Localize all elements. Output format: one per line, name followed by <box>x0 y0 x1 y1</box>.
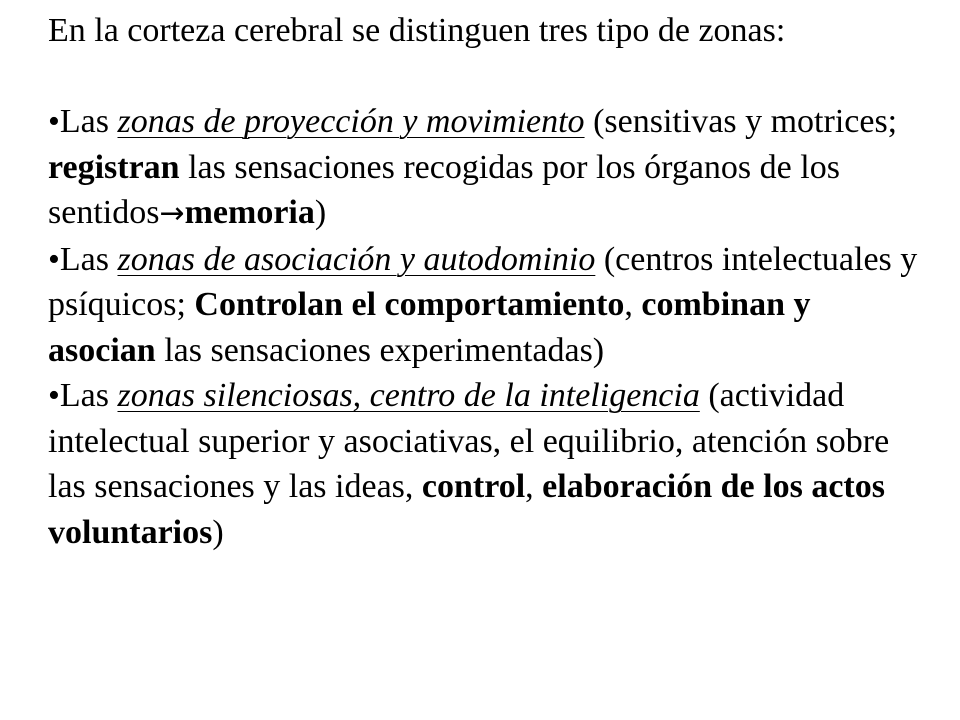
term-projection-zones: zonas de proyección y movimiento <box>117 103 585 140</box>
description-part: (centros intelectuales y psíquicos; <box>48 240 918 323</box>
bullet-marker: • <box>48 103 60 140</box>
bullet-prefix: Las <box>59 240 118 278</box>
description-part: , <box>624 286 642 323</box>
slide-content <box>48 8 918 555</box>
bold-keyword: elaboración de los actos voluntarios <box>48 468 885 551</box>
bullet-marker: • <box>48 240 60 278</box>
bold-keyword: control <box>421 468 526 505</box>
description-part: ) <box>314 194 327 231</box>
description-part: (sensitivas y motrices; <box>584 103 898 140</box>
bold-keyword: registran <box>48 148 180 186</box>
bold-keyword: Controlan el comportamiento <box>194 286 625 323</box>
bullet-marker: • <box>48 377 60 414</box>
intro-text: En la corteza cerebral se distinguen tres tipo de zonas: <box>48 12 786 49</box>
bold-keyword: memoria <box>184 194 315 231</box>
bullet-prefix: Las <box>59 377 118 414</box>
description-part: ) <box>212 513 224 551</box>
description-part: , <box>525 468 543 505</box>
description-part: las sensaciones recogidas por los órganos de los sentidos <box>48 148 840 231</box>
term-association-zones: zonas de asociación y autodominio <box>117 240 596 278</box>
term-silent-zones: zonas silenciosas, centro de la inteligencia <box>117 377 700 414</box>
bullet-silent-zones <box>48 373 918 555</box>
bold-keyword: combinan y asocian <box>48 286 811 369</box>
bullet-association-zones <box>48 237 918 374</box>
bullet-projection-zones <box>48 99 918 237</box>
bullet-prefix: Las <box>59 103 118 140</box>
right-arrow-icon: → <box>159 196 185 231</box>
description-part: (actividad intelectual superior y asociativas, el equilibrio, atención sobre las sensaciones y las ideas, <box>48 377 890 505</box>
description-part: las sensaciones experimentadas) <box>155 331 605 369</box>
